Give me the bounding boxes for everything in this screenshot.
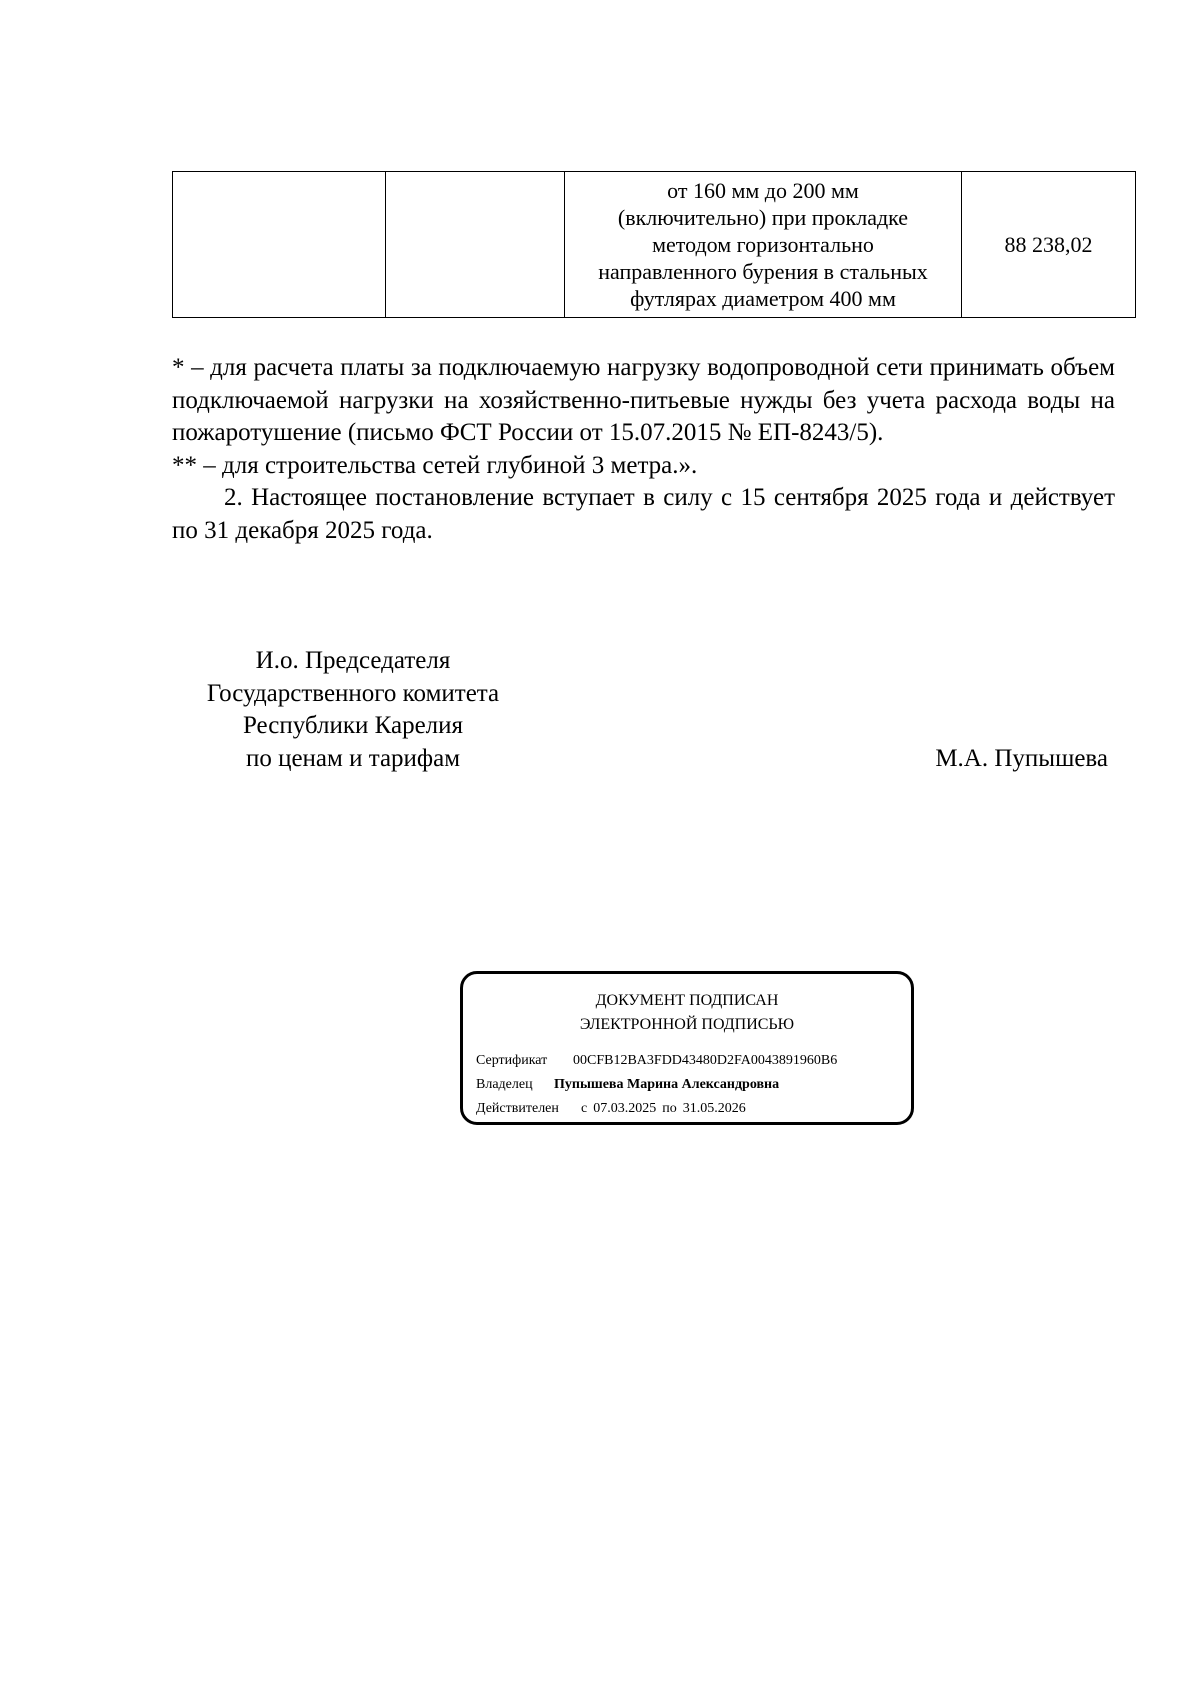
- tariff-table: [172, 171, 1136, 318]
- certificate-label: Сертификат: [476, 1053, 548, 1068]
- description-line: футлярах диаметром 400 мм: [630, 286, 896, 311]
- valid-from-date: 07.03.2025: [593, 1101, 657, 1116]
- electronic-signature-stamp: [460, 971, 914, 1125]
- signatory-title: [172, 645, 534, 775]
- table-cell: [386, 172, 565, 318]
- body-text: [172, 352, 1115, 547]
- owner-value: Пупышева Марина Александровна: [554, 1077, 780, 1092]
- table-cell-price: 88 238,02: [962, 172, 1136, 318]
- valid-from-prefix: с: [581, 1101, 588, 1116]
- description-line: направленного бурения в стальных: [598, 259, 928, 284]
- valid-to-date: 31.05.2026: [682, 1101, 746, 1116]
- owner-label: Владелец: [476, 1077, 533, 1092]
- signatory-name: М.А. Пупышева: [935, 745, 1108, 772]
- stamp-validity-row: [476, 1100, 746, 1118]
- table-cell: [173, 172, 386, 318]
- footnote-double-asterisk: ** – для строительства сетей глубиной 3 метра.».: [172, 451, 698, 479]
- stamp-heading-line: ДОКУМЕНТ ПОДПИСАН: [595, 992, 779, 1009]
- description-line: методом горизонтально: [652, 232, 874, 257]
- description-line: от 160 мм до 200 мм: [667, 178, 859, 203]
- table-cell-description: [565, 172, 962, 318]
- validity-label: Действителен: [476, 1101, 559, 1116]
- paragraph-effective-date: 2. Настоящее постановление вступает в силу с 15 сентября 2025 года и действует по 31 декабря 2025 года.: [172, 484, 1115, 544]
- signatory-title-line: И.о. Председателя: [255, 647, 451, 674]
- valid-to-prefix: по: [662, 1101, 677, 1116]
- stamp-certificate-row: [476, 1052, 837, 1070]
- stamp-owner-row: [476, 1076, 779, 1094]
- signatory-title-line: Республики Карелия: [242, 712, 464, 739]
- table-row: [173, 172, 1136, 318]
- signatory-title-line: Государственного комитета: [206, 679, 500, 707]
- stamp-heading-line: ЭЛЕКТРОННОЙ ПОДПИСЬЮ: [579, 1016, 795, 1033]
- certificate-value: 00CFB12BA3FDD43480D2FA0043891960B6: [573, 1053, 838, 1068]
- description-line: (включительно) при прокладке: [617, 205, 909, 230]
- stamp-heading: [463, 989, 911, 1037]
- signatory-title-line: по ценам и тарифам: [245, 744, 461, 772]
- footnote-single-asterisk: * – для расчета платы за подключаемую нагрузку водопроводной сети принимать объем подключаемой нагрузки на хозяйственно-питьевые нужды без учета расхода воды на пожаротушение (письмо ФСТ России от 15.07.2015 № ЕП-8243/5).: [172, 354, 1115, 446]
